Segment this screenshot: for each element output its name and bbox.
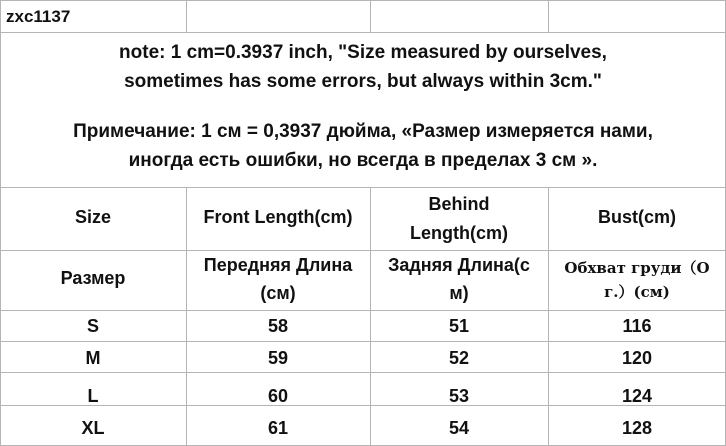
header-bust-ru-line-1: Обхват груди（О: [564, 259, 710, 277]
note-russian-line-2: иногда есть ошибки, но всегда в пределах 3 см ».: [128, 150, 598, 171]
header-behind-length-ru-line-1: Задняя Длина(с: [388, 255, 530, 275]
header-behind-length-ru-line-2: м): [449, 283, 469, 303]
grid-line: [186, 0, 187, 33]
header-behind-length-line-2: Length(cm): [410, 223, 508, 243]
header-front-length-ru-line-2: (см): [260, 283, 296, 303]
behind-length-cell: 52: [448, 348, 470, 368]
front-length-cell: 58: [267, 316, 289, 336]
bust-cell: 116: [622, 316, 652, 336]
note-english-line-1: note: 1 cm=0.3937 inch, "Size measured by ourselves,: [119, 42, 607, 63]
product-code: zxc1137: [6, 7, 71, 26]
grid-line: [0, 372, 726, 373]
header-bust-ru-line-2: г.）(см): [604, 283, 670, 301]
front-length-cell: 60: [267, 386, 289, 406]
behind-length-cell: 54: [448, 418, 470, 438]
header-bust: Bust(cm): [597, 207, 676, 227]
behind-length-cell: 51: [448, 316, 470, 336]
grid-line: [0, 310, 726, 311]
note-english-line-2: sometimes has some errors, but always within 3cm.": [124, 71, 602, 92]
grid-line: [0, 187, 726, 188]
grid-line: [0, 0, 726, 1]
front-length-cell: 61: [267, 418, 289, 438]
bust-cell: 124: [621, 386, 653, 406]
grid-line: [370, 0, 371, 33]
size-cell: XL: [81, 418, 105, 438]
size-cell: L: [87, 386, 99, 406]
bust-cell: 120: [621, 348, 653, 368]
header-size: Size: [74, 207, 112, 227]
header-front-length: Front Length(cm): [203, 207, 353, 227]
behind-length-cell: 53: [448, 386, 470, 406]
size-cell: M: [85, 348, 101, 368]
grid-line: [548, 0, 549, 33]
note-russian-line-1: Примечание: 1 см = 0,3937 дюйма, «Размер измеряется нами,: [73, 121, 653, 142]
header-front-length-ru-line-1: Передняя Длина: [203, 255, 353, 275]
header-size-ru: Размер: [60, 268, 126, 288]
bust-cell: 128: [621, 418, 653, 438]
header-behind-length-line-1: Behind: [428, 194, 490, 214]
grid-line: [0, 341, 726, 342]
size-cell: S: [86, 316, 99, 336]
front-length-cell: 59: [267, 348, 289, 368]
grid-line: [0, 32, 726, 33]
